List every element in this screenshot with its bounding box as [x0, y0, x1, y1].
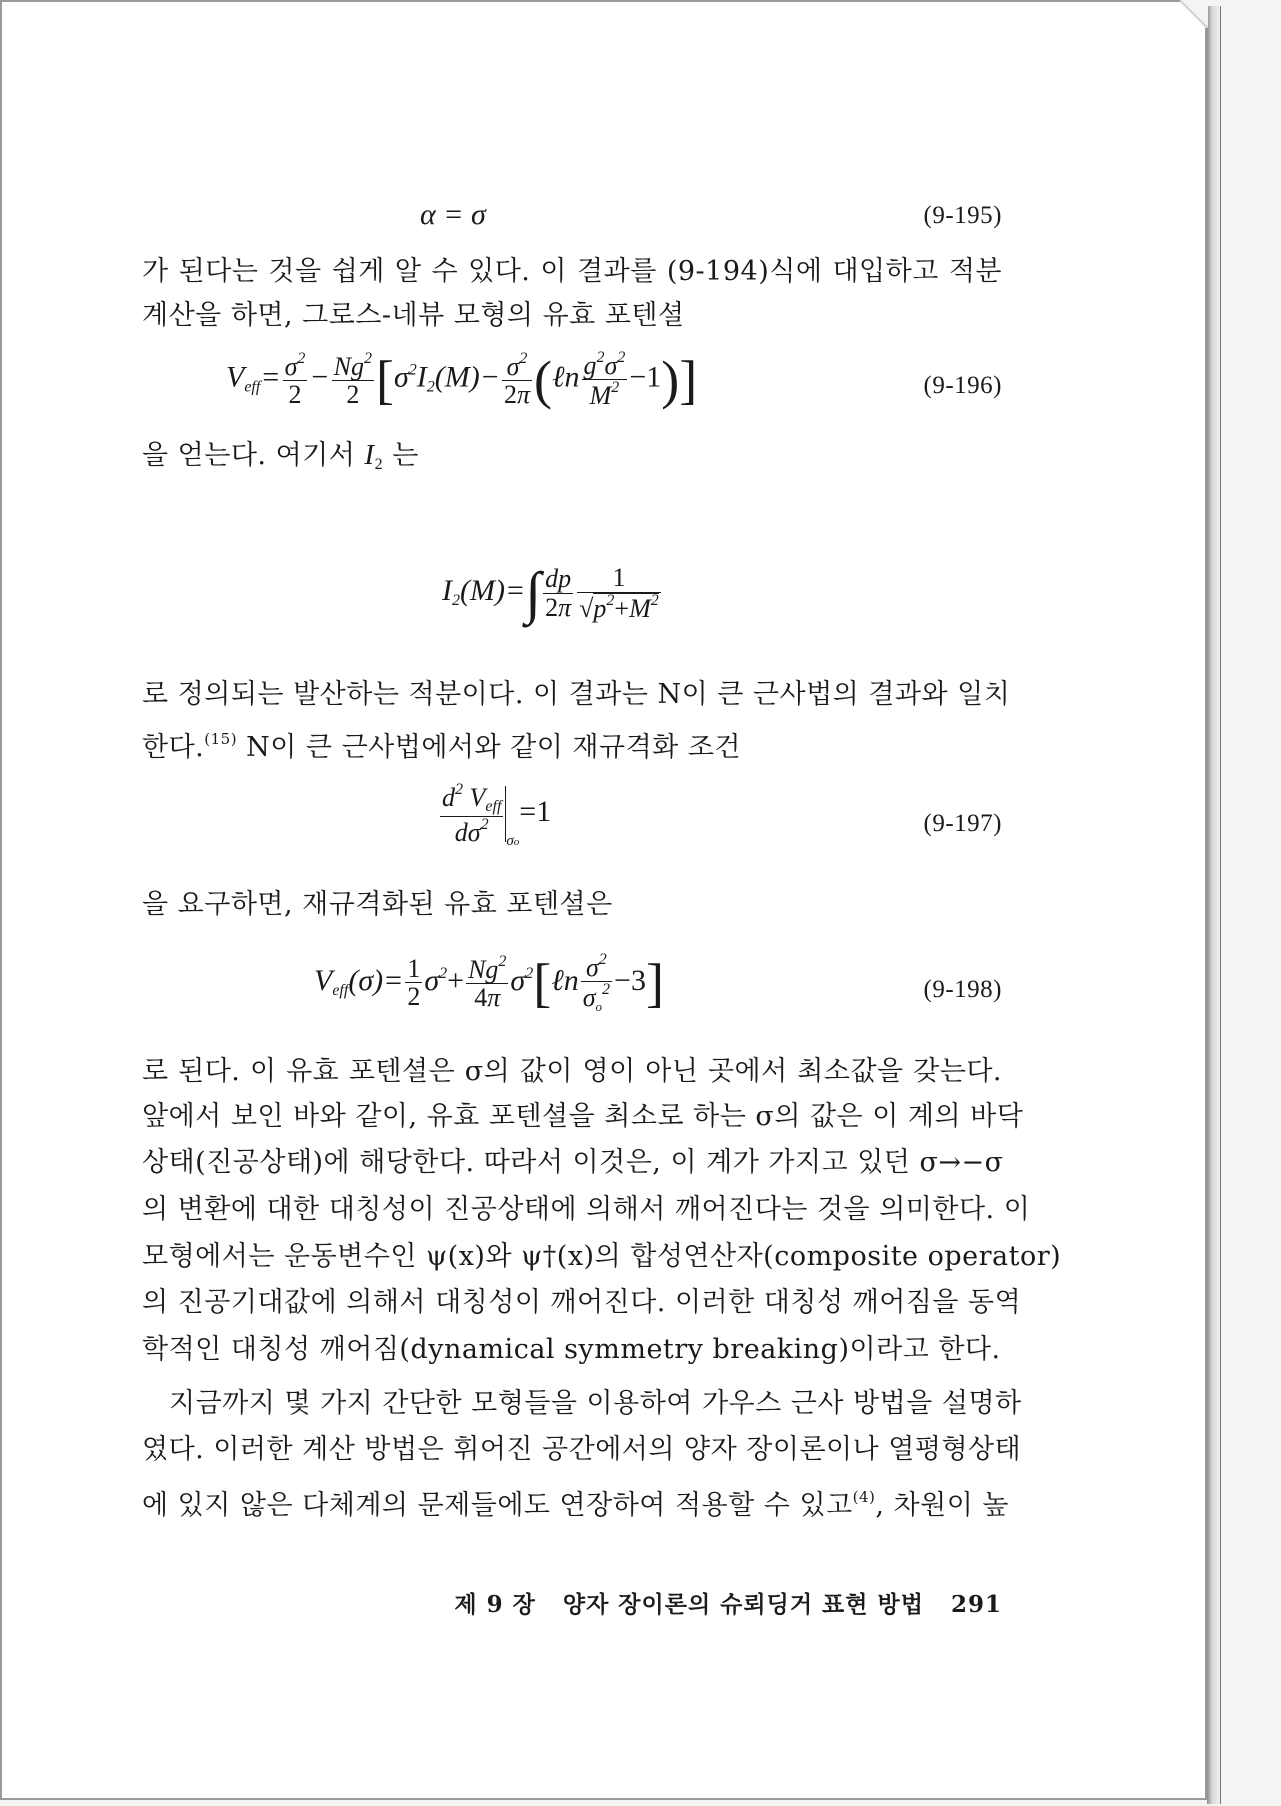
- footer-title: 양자 장이론의 슈뢰딩거 표현 방법: [562, 1591, 924, 1618]
- page-footer: [454, 1586, 1002, 1619]
- text-line: 학적인 대칭성 깨어짐(dynamical symmetry breaking)이라고 한다.: [142, 1334, 1001, 1365]
- text-segment: 에 있지 않은 다체계의 문제들에도 연장하여 적용할 수 있고: [142, 1490, 853, 1521]
- equation-number: (9-195): [923, 202, 1002, 229]
- text-line: 가 된다는 것을 쉽게 알 수 있다. 이 결과를 (9-194)식에 대입하고 적분: [142, 256, 1002, 287]
- text-line: 였다. 이러한 계산 방법은 휘어진 공간에서의 양자 장이론이나 열평형상태: [142, 1434, 1022, 1465]
- text-line: [142, 435, 1002, 485]
- equation-integral-I2: [142, 560, 1002, 654]
- text-line: 모형에서는 운동변수인 ψ(x)와 ψ†(x)의 합성연산자(composite operator): [142, 1241, 1062, 1272]
- page-edge-shadow: [1207, 6, 1221, 1804]
- equation-body: $I_2(M)=\int$ $\frac{dp}{2\pi}$ $\frac{1}{√p^2+M^2}$: [442, 560, 659, 625]
- text-segment: N이 큰 근사법에서와 같이 재규격화 조건: [246, 732, 741, 763]
- text-segment: 는: [392, 440, 419, 471]
- text-line: 지금까지 몇 가지 간단한 모형들을 이용하여 가우스 근사 방법을 설명하: [169, 1388, 1022, 1419]
- text-segment: , 차원이 높: [875, 1490, 1009, 1521]
- text-line: 의 진공기대값에 의해서 대칭성이 깨어진다. 이러한 대칭성 깨어짐을 동역: [142, 1287, 1022, 1318]
- equation-9-195: [142, 192, 1002, 242]
- equation-number: (9-196): [923, 372, 1002, 399]
- text-line: 을 요구하면, 재규격화된 유효 포텐셜은: [142, 889, 613, 920]
- equation-body: $\frac{d^2 V_{eff}}{d\sigma^2}$ $_{\sigma o}$=1: [442, 781, 552, 849]
- math-variable: I: [364, 439, 375, 471]
- equation-number: (9-198): [923, 976, 1002, 1003]
- text-line: 로 된다. 이 유효 포텐셜은 σ의 값이 영이 아닌 곳에서 최소값을 갖는다.: [142, 1056, 1002, 1087]
- equation-9-196: [142, 340, 1002, 430]
- math-subscript: 2: [374, 456, 384, 473]
- text-segment: 한다.: [142, 732, 205, 763]
- text-line: 앞에서 보인 바와 같이, 유효 포텐셜을 최소로 하는 σ의 값은 이 계의 바닥: [142, 1101, 1024, 1132]
- page-corner-fold: [1180, 0, 1208, 28]
- footer-chapter: 제 9 장: [454, 1591, 536, 1618]
- text-line: [142, 719, 1002, 768]
- equation-body: $V_{eff}=$ $\frac{\sigma^2}{2}$ − $\frac{Ng^2}{2}$ [$\sigma^2I_2(M)-$ $\frac{\sigma^2}{2\pi}$ (ℓn $\frac{g^2\sigma^2}{M^2}$ −1)]: [226, 349, 698, 411]
- text-segment: 을 얻는다. 여기서: [142, 440, 356, 471]
- equation-9-198: [142, 944, 1002, 1034]
- text-line: [142, 1477, 1009, 1526]
- text-line: 상태(진공상태)에 해당한다. 따라서 이것은, 이 계가 가지고 있던 σ→−σ: [142, 1147, 1004, 1178]
- equation-9-197: [142, 780, 1002, 870]
- text-line: 의 변환에 대한 대칭성이 진공상태에 의해서 깨어진다는 것을 의미한다. 이: [142, 1194, 1031, 1225]
- reference-mark: (4): [852, 1488, 876, 1506]
- text-line: 계산을 하면, 그로스-네뷰 모형의 유효 포텐셜: [142, 300, 685, 331]
- equation-number: (9-197): [923, 810, 1002, 837]
- reference-mark: (15): [204, 730, 238, 748]
- equation-body: $V_{eff}(\sigma)=$ $\frac{1}{2}$ $\sigma^2+$ $\frac{Ng^2}{4\pi}$ $\sigma^2[\ell n$ $\frac{\sigma^2}{\sigma_o^2}$ −3]: [314, 951, 664, 1015]
- text-line: 로 정의되는 발산하는 적분이다. 이 결과는 N이 큰 근사법의 결과와 일치: [142, 679, 1011, 710]
- page-number: 291: [950, 1591, 1002, 1618]
- equation-body: α = σ: [420, 198, 486, 231]
